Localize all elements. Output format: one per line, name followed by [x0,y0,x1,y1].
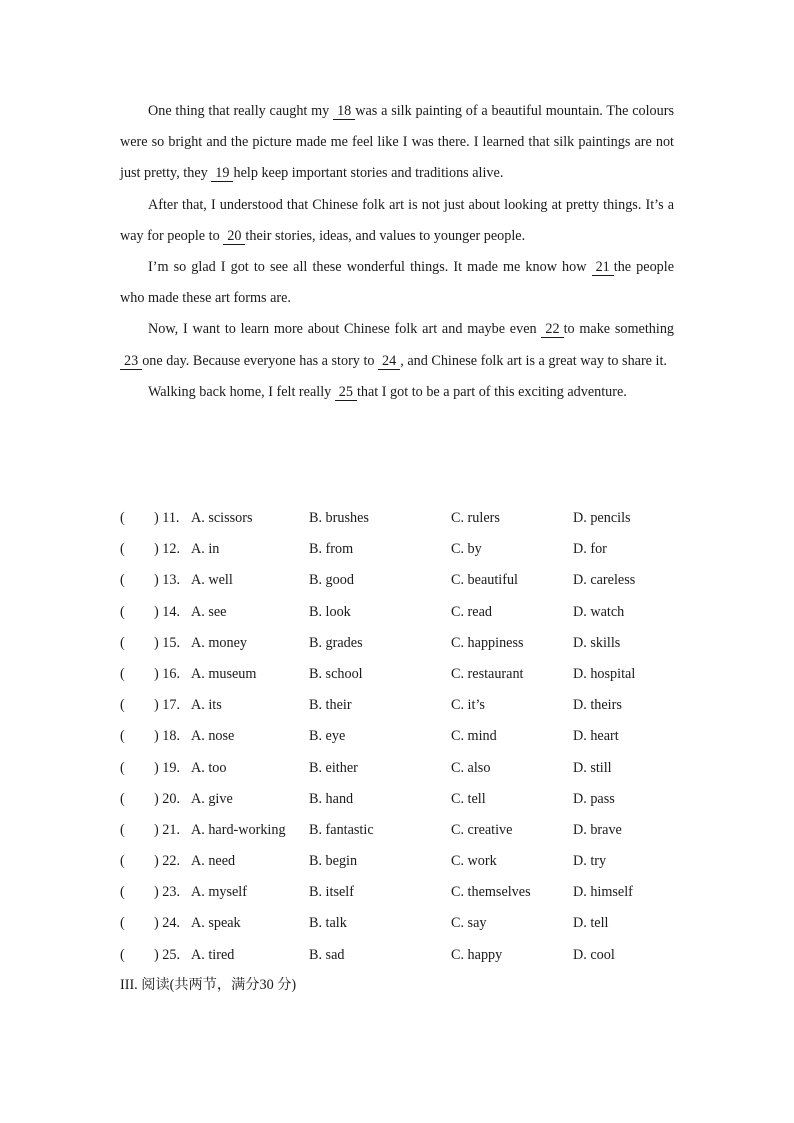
question-number: ) 18. [154,728,181,745]
question-number: ) 16. [154,665,181,682]
option-a: A. in [191,541,220,558]
passage-paragraph [120,377,674,408]
question-row [120,846,680,877]
option-b: B. from [309,541,354,558]
question-row [120,753,680,784]
question-number: ) 22. [154,853,181,870]
question-row [120,503,680,534]
answer-blank: 20 [223,229,245,245]
option-d: D. try [573,853,607,870]
option-d: D. hospital [573,665,636,682]
answer-bracket: ( [120,821,125,838]
question-number: ) 20. [154,790,181,807]
option-d: D. tell [573,915,609,932]
passage-paragraph [120,96,674,190]
option-a: A. need [191,853,236,870]
option-c: C. also [451,759,491,776]
option-a: A. nose [191,728,235,745]
question-row [120,940,680,971]
question-row [120,877,680,908]
option-c: C. happiness [451,634,524,651]
option-a: A. myself [191,884,247,901]
question-row [120,628,680,659]
option-a: A. give [191,790,233,807]
answer-bracket: ( [120,510,125,526]
option-b: B. school [309,665,363,682]
question-row [120,815,680,846]
option-d: D. theirs [573,697,622,714]
option-d: D. skills [573,634,621,651]
question-number: ) 19. [154,759,181,776]
option-b: B. hand [309,790,354,807]
answer-bracket: ( [120,541,125,558]
option-b: B. good [309,572,354,589]
option-d: D. heart [573,728,619,745]
answer-blank: 24 [378,354,400,370]
answer-bracket: ( [120,946,125,963]
question-number: ) 15. [154,634,181,651]
option-b: B. either [309,759,358,776]
answer-bracket: ( [120,728,125,745]
question-row [120,659,680,690]
passage-text: I’m so glad I got to see all these wonderful things. It made me know how [148,259,592,276]
option-d: D. pencils [573,510,631,526]
passage-text: , and Chinese folk art is a great way to share it. [400,352,667,369]
question-list [120,503,680,971]
option-c: C. it’s [451,697,485,714]
option-a: A. well [191,572,233,589]
option-d: D. pass [573,790,615,807]
question-row [120,690,680,721]
option-a: A. museum [191,665,257,682]
question-number: ) 25. [154,946,181,963]
option-a: A. hard-working [191,821,286,838]
answer-bracket: ( [120,884,125,901]
option-b: B. grades [309,634,363,651]
option-c: C. creative [451,821,513,838]
passage-paragraph [120,190,674,252]
option-d: D. still [573,759,612,776]
question-number: ) 17. [154,697,181,714]
option-c: C. themselves [451,884,531,901]
option-c: C. work [451,853,497,870]
option-a: A. speak [191,915,241,932]
question-number: ) 13. [154,572,181,589]
option-a: A. see [191,603,227,620]
option-c: C. rulers [451,510,500,526]
question-number: ) 12. [154,541,181,558]
option-c: C. by [451,541,482,558]
option-b: B. brushes [309,510,369,526]
passage-text: their stories, ideas, and values to younger people. [245,227,526,244]
passage-text: One thing that really caught my [148,103,334,119]
passage-paragraph [120,252,674,314]
option-d: D. cool [573,946,615,963]
question-row [120,784,680,815]
option-c: C. tell [451,790,486,807]
answer-bracket: ( [120,572,125,589]
option-d: D. brave [573,821,622,838]
option-b: B. begin [309,853,358,870]
option-d: D. himself [573,884,633,901]
passage-text: Now, I want to learn more about Chinese folk art and maybe even [148,321,542,338]
answer-blank: 19 [211,166,233,182]
cloze-passage [120,96,674,408]
option-d: D. for [573,541,607,558]
question-number: ) 24. [154,915,181,932]
option-b: B. their [309,697,352,714]
option-b: B. eye [309,728,346,745]
question-row [120,721,680,752]
option-a: A. its [191,697,222,714]
question-row [120,597,680,628]
answer-bracket: ( [120,665,125,682]
option-c: C. mind [451,728,497,745]
option-d: D. careless [573,572,636,589]
passage-text: the people who made these art forms are. [120,259,674,307]
answer-bracket: ( [120,634,125,651]
passage-text: After that, I understood that Chinese folk art is not just about looking at pretty things. It’s a way for people to [120,196,674,244]
passage-text: Walking back home, I felt really [148,383,335,400]
option-a: A. money [191,634,247,651]
question-number: ) 14. [154,603,181,620]
option-b: B. fantastic [309,821,374,838]
question-row [120,908,680,939]
option-c: C. happy [451,946,503,963]
answer-bracket: ( [120,759,125,776]
answer-blank: 18 [333,104,355,120]
option-a: A. too [191,759,227,776]
option-b: B. talk [309,915,347,932]
answer-blank: 23 [120,354,142,370]
option-c: C. restaurant [451,665,524,682]
passage-text: help keep important stories and traditions alive. [233,165,504,182]
answer-bracket: ( [120,697,125,714]
section-heading: III. 阅读(共两节，满分30 分) [120,977,297,993]
answer-bracket: ( [120,790,125,807]
passage-text: was a silk painting of a beautiful mountain. The colours were so bright and the picture made me feel like I was there. I learned that silk paintings are not just pretty, they [120,103,674,182]
option-c: C. beautiful [451,572,518,589]
option-c: C. read [451,603,492,620]
option-a: A. scissors [191,510,253,526]
option-b: B. itself [309,884,354,901]
option-c: C. say [451,915,487,932]
answer-bracket: ( [120,853,125,870]
answer-blank: 22 [541,322,563,338]
question-row [120,565,680,596]
question-number: ) 11. [154,510,180,526]
answer-blank: 21 [592,260,614,276]
passage-text: to make something [563,321,675,338]
option-b: B. sad [309,946,345,963]
question-row [120,534,680,565]
answer-bracket: ( [120,603,125,620]
option-b: B. look [309,603,351,620]
passage-text: one day. Because everyone has a story to [142,352,379,369]
answer-bracket: ( [120,915,125,932]
option-d: D. watch [573,603,625,620]
option-a: A. tired [191,946,235,963]
passage-text: that I got to be a part of this exciting adventure. [356,383,627,400]
answer-blank: 25 [335,385,357,401]
question-number: ) 21. [154,821,181,838]
question-number: ) 23. [154,884,181,901]
passage-paragraph [120,314,674,376]
